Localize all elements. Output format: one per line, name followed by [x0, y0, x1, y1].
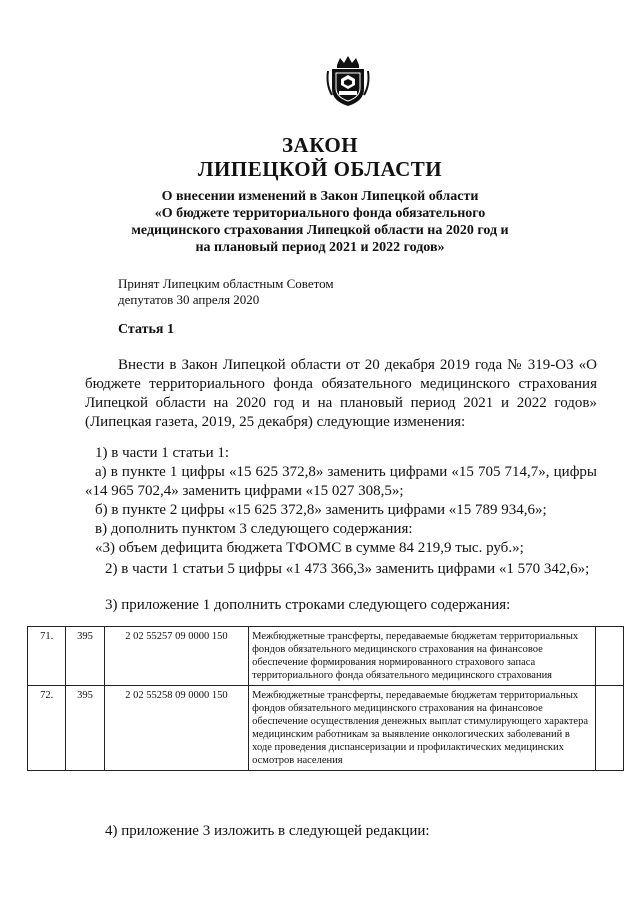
empty-cell	[595, 686, 623, 771]
subtitle-line: медицинского страхования Липецкой области на 2020 год и	[131, 223, 509, 238]
admin-code: 395	[66, 627, 104, 686]
table-row	[28, 686, 624, 771]
adoption-note	[118, 276, 334, 308]
budget-class-code: 2 02 55258 09 0000 150	[104, 686, 249, 771]
coat-of-arms-icon	[323, 55, 373, 107]
adoption-line: Принят Липецким областным Советом	[118, 276, 334, 291]
table-row	[28, 627, 624, 686]
subtitle-line: «О бюджете территориального фонда обязательного	[154, 206, 486, 221]
revenue-name: Межбюджетные трансферты, передаваемые бюджетам территориальных фондов обязательного медицинского страхования на финансовое обеспечение формирования нормированного страхового запаса территориального фонда обязательного медицинского страхования	[249, 627, 596, 686]
item-1	[85, 444, 597, 558]
item-1-head: 1) в части 1 статьи 1:	[95, 445, 230, 461]
article-title: Статья 1	[118, 322, 174, 337]
admin-code: 395	[66, 686, 104, 771]
item-1-a: а) в пункте 1 цифры «15 625 372,8» заменить цифрами «15 705 714,7», цифры «14 965 702,4» заменить цифрами «15 027 308,5»;	[85, 464, 597, 499]
revenue-name: Межбюджетные трансферты, передаваемые бюджетам территориальных фондов обязательного медицинского страхования на финансовое обеспечение осуществления денежных выплат стимулирующего характера медицинским работникам за выявление онкологических заболеваний в ходе проведения диспансеризации и профилактических медицинских осмотров населения	[249, 686, 596, 771]
subtitle-line: О внесении изменений в Закон Липецкой области	[161, 189, 479, 204]
subtitle-line: на плановый период 2021 и 2022 годов»	[195, 240, 445, 255]
item-3: 3) приложение 1 дополнить строками следующего содержания:	[105, 597, 511, 613]
item-1-b: б) в пункте 2 цифры «15 625 372,8» заменить цифрами «15 789 934,6»;	[95, 502, 547, 518]
item-4: 4) приложение 3 изложить в следующей редакции:	[105, 823, 430, 839]
intro-paragraph: Внести в Закон Липецкой области от 20 декабря 2019 года № 319-ОЗ «О бюджете территориального фонда обязательного медицинского страхования Липецкой области на 2020 год и на плановый период 2021 и 2022 годов» (Липецкая газета, 2019, 25 декабря) следующие изменения:	[85, 357, 597, 430]
item-1-quote: «3) объем дефицита бюджета ТФОМС в сумме 84 219,9 тыс. руб.»;	[95, 540, 524, 556]
row-number: 72.	[28, 686, 66, 771]
appendix-rows-table	[27, 626, 624, 771]
budget-class-code: 2 02 55257 09 0000 150	[104, 627, 249, 686]
law-subtitle	[0, 188, 640, 256]
empty-cell	[595, 627, 623, 686]
region-title: ЛИПЕЦКОЙ ОБЛАСТИ	[197, 157, 443, 181]
adoption-line: депутатов 30 апреля 2020	[118, 292, 260, 307]
item-2: 2) в части 1 статьи 5 цифры «1 473 366,3» заменить цифрами «1 570 342,6»;	[105, 561, 590, 577]
law-title: ЗАКОН	[281, 133, 359, 157]
row-number: 71.	[28, 627, 66, 686]
item-1-v: в) дополнить пунктом 3 следующего содержания:	[95, 521, 413, 537]
